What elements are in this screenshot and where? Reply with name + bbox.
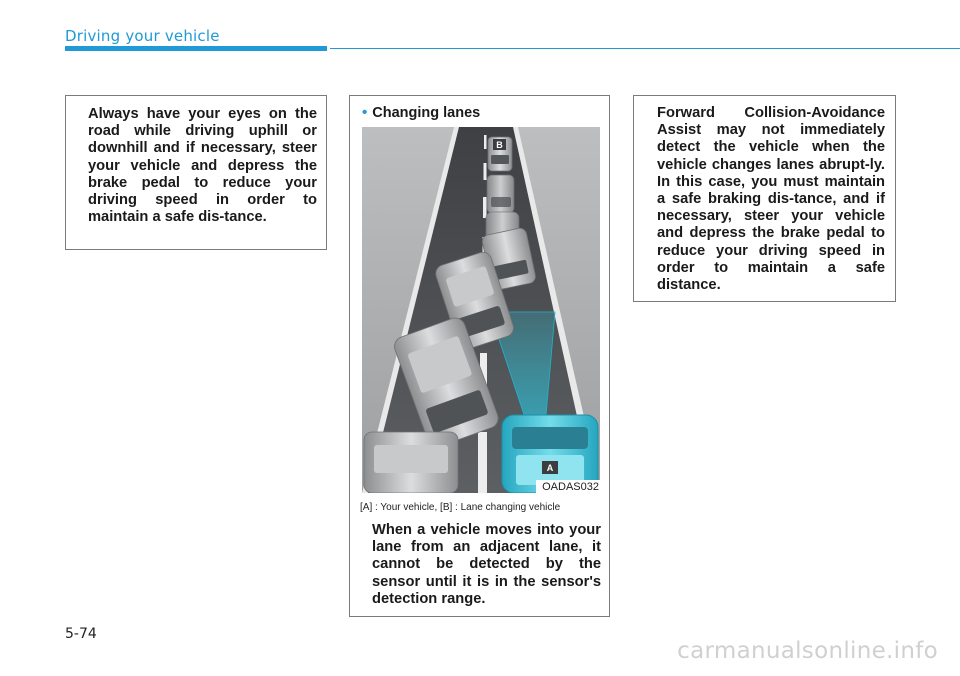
warning-box-right xyxy=(633,95,896,302)
warning-box-left xyxy=(65,95,327,250)
bullet-icon: • xyxy=(362,104,368,121)
left-warning-text: Always have your eyes on the road while driving uphill or downhill and if necessary, steer your vehicle and depress the brake pedal to reduce your driving speed in order to maintain a safe dis-tance. xyxy=(88,106,317,226)
changing-lanes-text: When a vehicle moves into your lane from an adjacent lane, it cannot be detected by the sensor until it is in the sensor's detection range. xyxy=(372,522,601,607)
lane-change-illustration xyxy=(362,127,600,493)
vehicle-b xyxy=(488,137,512,171)
changing-lanes-heading xyxy=(362,104,480,121)
vehicle-b-label: B xyxy=(496,140,503,150)
right-warning-text: Forward Collision-Avoidance Assist may not immediately detect the vehicle when the vehicle changes lanes abrupt-ly. In this case, you must maintain a safe braking dis-tance, and if necessary, steer your vehicle and depress the brake pedal to reduce your driving speed in order to maintain a safe distance. xyxy=(657,105,885,294)
changing-lanes-heading-text: Changing lanes xyxy=(372,105,481,121)
watermark: carmanualsonline.info xyxy=(677,638,938,664)
road-scene-svg xyxy=(362,127,600,493)
changing-lanes-box xyxy=(349,95,610,617)
header-rule-thick xyxy=(65,46,327,51)
section-title: Driving your vehicle xyxy=(65,27,220,45)
figure-caption: [A] : Your vehicle, [B] : Lane changing vehicle xyxy=(360,502,561,513)
vehicle-a-label: A xyxy=(546,463,554,473)
page-number: 5-74 xyxy=(65,626,97,642)
header-rule-thin xyxy=(330,48,960,49)
figure-code: OADAS032 xyxy=(536,480,600,493)
